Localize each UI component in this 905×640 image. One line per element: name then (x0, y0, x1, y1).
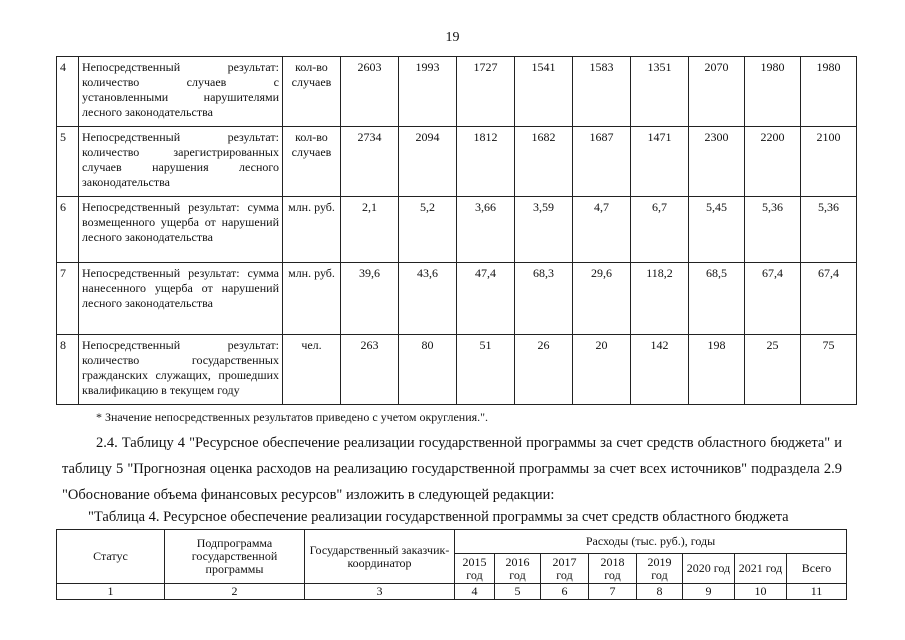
header-year: 2016 год (495, 554, 541, 584)
row-number: 5 (57, 127, 79, 197)
row-value: 2,1 (341, 197, 399, 263)
row-number: 6 (57, 197, 79, 263)
header-year: 2018 год (589, 554, 637, 584)
row-description: Непосредственный результат: количество случаев с установленными нарушителями лесного законодательства (79, 57, 283, 127)
row-number: 8 (57, 335, 79, 405)
header-total: Всего (787, 554, 847, 584)
row-value: 25 (745, 335, 801, 405)
row-value: 75 (801, 335, 857, 405)
column-number: 9 (683, 584, 735, 600)
row-value: 1351 (631, 57, 689, 127)
column-number: 2 (165, 584, 305, 600)
row-value: 39,6 (341, 263, 399, 335)
body-paragraph: 2.4. Таблицу 4 "Ресурсное обеспечение реализации государственной программы за счет средств областного бюджета" и таблицу 5 "Прогнозная оценка расходов на реализацию государственной программы за счет всех источников" подраздела 2.9 "Обоснование объема финансовых ресурсов" изложить в следующей редакции: (62, 435, 842, 503)
row-value: 1687 (573, 127, 631, 197)
row-value: 198 (689, 335, 745, 405)
indicators-table (56, 56, 857, 405)
row-value: 6,7 (631, 197, 689, 263)
row-value: 5,45 (689, 197, 745, 263)
row-value: 20 (573, 335, 631, 405)
row-value: 263 (341, 335, 399, 405)
header-year: 2020 год (683, 554, 735, 584)
row-unit: кол-во случаев (283, 127, 341, 197)
row-value: 118,2 (631, 263, 689, 335)
table4-header (56, 529, 847, 600)
row-value: 2734 (341, 127, 399, 197)
row-value: 2094 (399, 127, 457, 197)
footnote: * Значение непосредственных результатов приведено с учетом округления.". (96, 410, 489, 424)
row-description: Непосредственный результат: сумма нанесенного ущерба от нарушений лесного законодательства (79, 263, 283, 335)
row-value: 68,3 (515, 263, 573, 335)
row-value: 68,5 (689, 263, 745, 335)
table-row (57, 127, 857, 197)
row-unit: млн. руб. (283, 263, 341, 335)
row-description: Непосредственный результат: количество зарегистрированных случаев нарушения лесного законодательства (79, 127, 283, 197)
header-status: Статус (57, 530, 165, 584)
row-value: 67,4 (801, 263, 857, 335)
row-value: 2070 (689, 57, 745, 127)
row-value: 3,66 (457, 197, 515, 263)
row-value: 2300 (689, 127, 745, 197)
row-value: 26 (515, 335, 573, 405)
header-year: 2017 год (541, 554, 589, 584)
row-value: 29,6 (573, 263, 631, 335)
row-value: 67,4 (745, 263, 801, 335)
row-number: 7 (57, 263, 79, 335)
row-value: 1727 (457, 57, 515, 127)
row-value: 1583 (573, 57, 631, 127)
row-value: 142 (631, 335, 689, 405)
row-value: 5,2 (399, 197, 457, 263)
header-expenses: Расходы (тыс. руб.), годы (455, 530, 847, 554)
column-number: 8 (637, 584, 683, 600)
row-unit: млн. руб. (283, 197, 341, 263)
row-value: 1980 (801, 57, 857, 127)
row-value: 43,6 (399, 263, 457, 335)
header-year: 2021 год (735, 554, 787, 584)
page-number: 19 (445, 30, 460, 45)
header-year: 2019 год (637, 554, 683, 584)
column-number: 11 (787, 584, 847, 600)
row-value: 1980 (745, 57, 801, 127)
row-value: 3,59 (515, 197, 573, 263)
row-value: 1471 (631, 127, 689, 197)
row-value: 47,4 (457, 263, 515, 335)
header-year: 2015 год (455, 554, 495, 584)
row-value: 1541 (515, 57, 573, 127)
table-row (57, 57, 857, 127)
header-customer: Государственный заказчик-координатор (305, 530, 455, 584)
row-value: 1812 (457, 127, 515, 197)
column-number: 6 (541, 584, 589, 600)
row-value: 5,36 (801, 197, 857, 263)
column-number: 4 (455, 584, 495, 600)
column-number: 7 (589, 584, 637, 600)
row-unit: кол-во случаев (283, 57, 341, 127)
column-number: 5 (495, 584, 541, 600)
row-value: 80 (399, 335, 457, 405)
row-value: 2200 (745, 127, 801, 197)
header-subprogram: Подпрограмма государственной программы (165, 530, 305, 584)
row-value: 1993 (399, 57, 457, 127)
column-number: 1 (57, 584, 165, 600)
table-row (57, 335, 857, 405)
row-value: 51 (457, 335, 515, 405)
column-number: 3 (305, 584, 455, 600)
table4-caption: "Таблица 4. Ресурсное обеспечение реализации государственной программы за счет средств областного бюджета (88, 509, 789, 525)
row-value: 2100 (801, 127, 857, 197)
row-unit: чел. (283, 335, 341, 405)
row-value: 5,36 (745, 197, 801, 263)
row-value: 2603 (341, 57, 399, 127)
row-description: Непосредственный результат: сумма возмещенного ущерба от нарушений лесного законодательства (79, 197, 283, 263)
row-number: 4 (57, 57, 79, 127)
row-description: Непосредственный результат: количество государственных гражданских служащих, прошедших квалификацию в текущем году (79, 335, 283, 405)
row-value: 1682 (515, 127, 573, 197)
table-row (57, 197, 857, 263)
table-row (57, 263, 857, 335)
column-number: 10 (735, 584, 787, 600)
row-value: 4,7 (573, 197, 631, 263)
